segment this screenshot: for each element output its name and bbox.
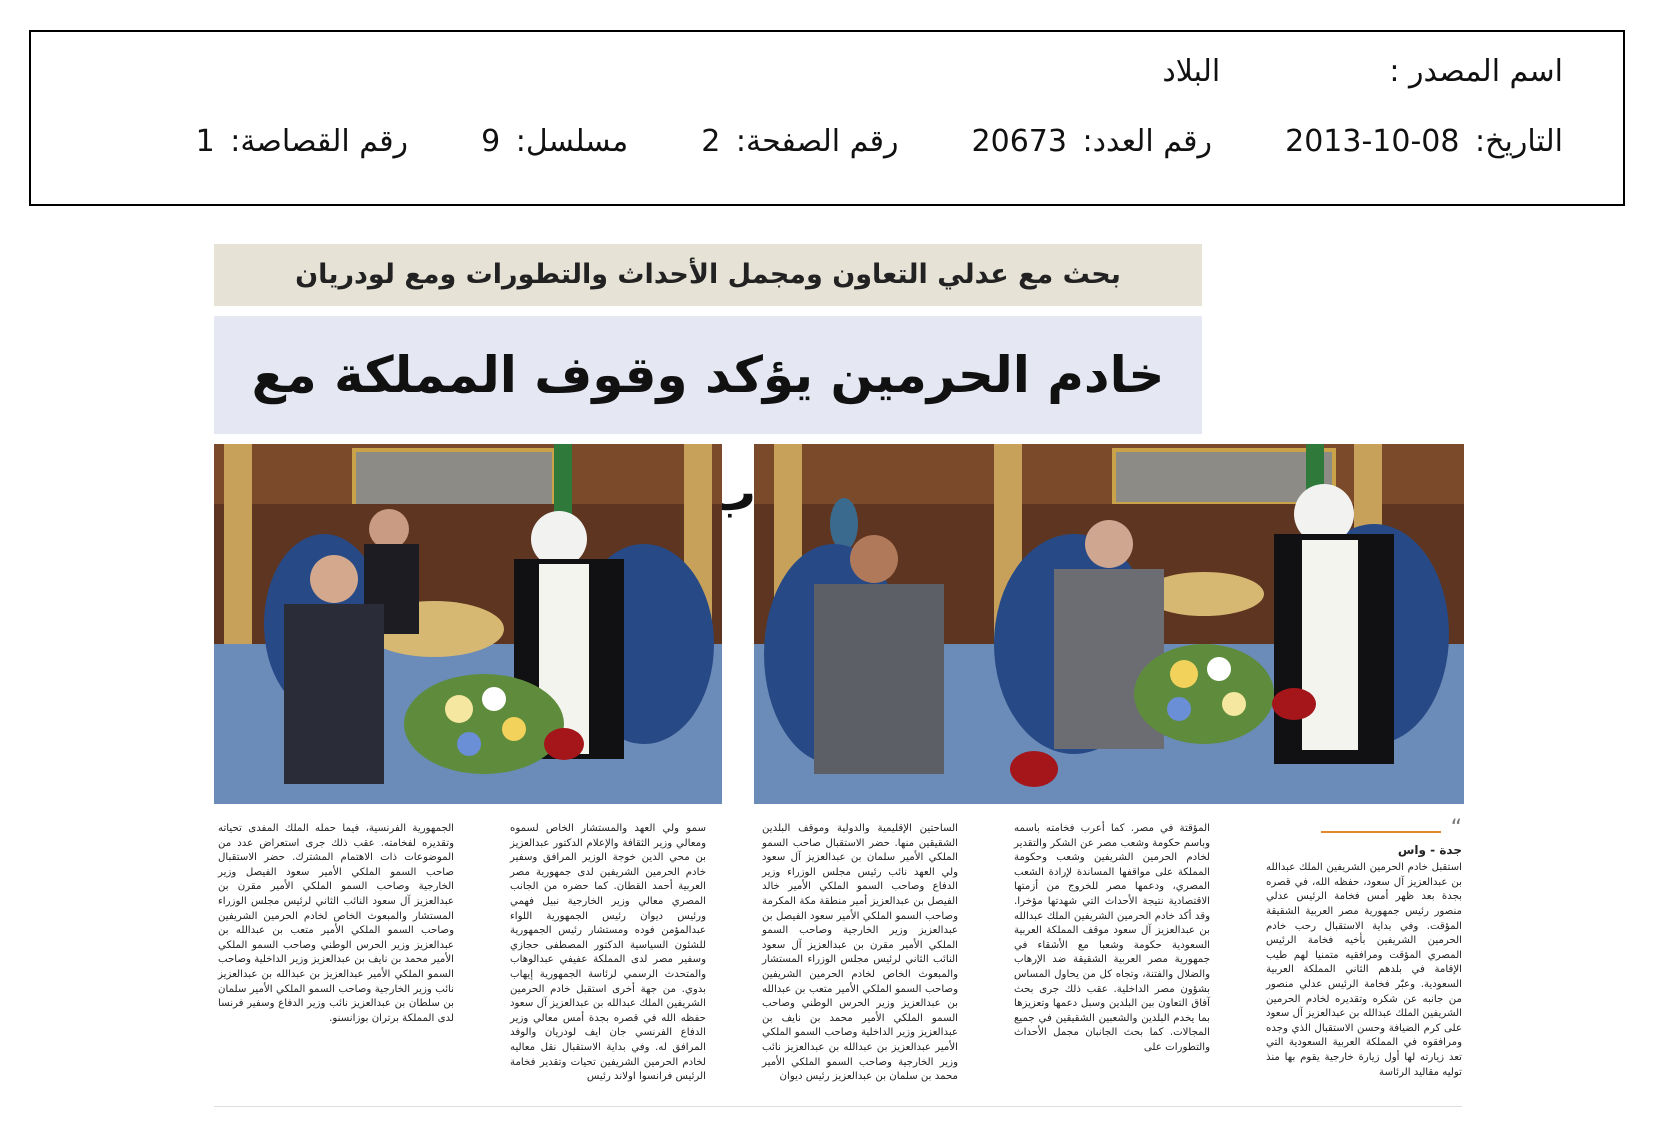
clip-label: رقم القصاصة: bbox=[230, 124, 409, 159]
newspaper-clipping bbox=[214, 244, 1462, 1114]
quote-mark: “ bbox=[1450, 816, 1462, 841]
article-column-4 bbox=[510, 822, 706, 1087]
source-row bbox=[1162, 54, 1563, 89]
page-value: 2 bbox=[701, 124, 721, 159]
column-text: سمو ولي العهد والمستشار الخاص لسموه ومعالي وزير الثقافة والإعلام الدكتور عبدالعزيز بن محي الدين خوجة الوزير المرافق وسفير خادم الحرمين الشريفين لدى جمهورية مصر العربية أحمد القطان. كما حضره من الجانب المصري معالي وزير الخارجية نبيل فهمي ورئيس ديوان رئيس الجمهورية اللواء عبدالمؤمن فوده ومستشار رئيس الجمهورية للشئون السياسية الدكتور المصطفى حجازي وسفير مصر لدى المملكة عفيفي عبدالوهاب والمتحدث الرسمي لرئاسة الجمهورية إيهاب بدوي. من جهة أخرى استقبل خادم الحرمين الشريفين الملك عبدالله بن عبدالعزيز آل سعود حفظه الله في قصره بجدة أمس معالي وزير الدفاع الفرنسي جان ايف لودريان والوفد المرافق له. وفي بداية الاستقبال نقل معاليه لخادم الحرمين الشريفين تحيات وتقدير فخامة الرئيس فرانسوا اولاند رئيس bbox=[510, 823, 706, 1083]
source-value: البلاد bbox=[1162, 54, 1221, 89]
article-column-3 bbox=[762, 822, 958, 1087]
article-column-1 bbox=[1266, 816, 1462, 1082]
serial-value: 9 bbox=[481, 124, 501, 159]
serial-label: مسلسل: bbox=[515, 124, 629, 159]
article-subheadline: بحث مع عدلي التعاون ومجمل الأحداث والتطورات ومع لودريان bbox=[214, 244, 1202, 306]
clipping-metadata-box bbox=[29, 30, 1625, 206]
photo-meeting-french-minister bbox=[214, 444, 722, 804]
date-value: 2013-10-08 bbox=[1285, 124, 1460, 159]
clip-value: 1 bbox=[195, 124, 215, 159]
date-label: التاريخ: bbox=[1475, 124, 1563, 159]
issue-value: 20673 bbox=[971, 124, 1067, 159]
issue-label: رقم العدد: bbox=[1082, 124, 1213, 159]
dateline: جدة - واس bbox=[1397, 842, 1462, 857]
page-label: رقم الصفحة: bbox=[735, 124, 899, 159]
photo-meeting-egyptian-president bbox=[754, 444, 1464, 804]
details-row bbox=[196, 124, 1563, 159]
accent-rule bbox=[1321, 831, 1441, 833]
article-column-5 bbox=[218, 822, 454, 1028]
article-headline: خادم الحرمين يؤكد وقوف المملكة مع bbox=[214, 316, 1202, 434]
column-text: المؤقتة في مصر. كما أعرب فخامته باسمه وباسم حكومة وشعب مصر عن الشكر والتقدير لخادم الحرمين الشريفين وشعب وحكومة المملكة على مواقفها المساندة لإرادة الشعب المصري، ودعمها مصر للخروج من أزمتها الاقتصادية نتيجة الأحداث التي شهدتها مؤخرا. وقد أكد خادم الحرمين الشريفين الملك عبدالله بن عبدالعزيز آل سعود موقف المملكة العربية السعودية حكومة وشعبا مع الأشقاء في جمهورية مصر العربية الشقيقة ضد الإرهاب والضلال والفتنة، وتجاه كل من يحاول المساس بشؤون مصر الداخلية. عقب ذلك جرى بحث آفاق التعاون بين البلدين وسبل دعمها وتعزيزها بما يخدم البلدين والشعبين الشقيقين في جميع المجالات. كما بحث الجانبان مجمل الأحداث والتطورات على bbox=[1014, 823, 1210, 1053]
article-body bbox=[214, 816, 1462, 1092]
column-text: استقبل خادم الحرمين الشريفين الملك عبدالله بن عبدالعزيز آل سعود، حفظه الله، في قصره بجدة بعد ظهر أمس فخامة الرئيس عدلي منصور رئيس جمهورية مصر العربية الشقيقة المؤقت. وفي بداية الاستقبال رحب خادم الحرمين الشريفين بأخيه فخامة الرئيس المصري المؤقت ومرافقيه متمنيا لهم طيب الإقامة في بلدهم الثاني المملكة العربية السعودية. وعبّر فخامة الرئيس عدلي منصور من جانبه عن شكره وتقديره لخادم الحرمين الشريفين الملك عبدالله بن عبدالعزيز آل سعود على كرم الضيافة وحسن الاستقبال الذي وجده ومرافقوه في المملكة العربية السعودية التي تعد زيارته لها أول زيارة خارجية يقوم بها منذ توليه مقاليد الرئاسة bbox=[1266, 862, 1462, 1078]
column-text: الساحتين الإقليمية والدولية وموقف البلدين الشقيقين منها. حضر الاستقبال صاحب السمو الملكي الأمير سلمان بن عبدالعزيز آل سعود ولي العهد نائب رئيس مجلس الوزراء وزير الدفاع وصاحب السمو الملكي الأمير خالد الفيصل بن عبدالعزيز أمير منطقة مكة المكرمة وصاحب السمو الملكي الأمير سعود الفيصل بن عبدالعزيز وزير الخارجية وصاحب السمو الملكي الأمير مقرن بن عبدالعزيز آل سعود النائب الثاني لرئيس مجلس الوزراء المستشار والمبعوث الخاص لخادم الحرمين الشريفين وصاحب السمو الملكي الأمير متعب بن عبدالله بن عبدالعزيز وزير الحرس الوطني وصاحب السمو الملكي الأمير محمد بن نايف بن عبدالعزيز وزير الداخلية وصاحب السمو الملكي الأمير عبدالعزيز بن عبدالله بن عبدالعزيز نائب وزير الخارجية وصاحب السمو الملكي الأمير محمد بن سلمان بن عبدالعزيز رئيس ديوان bbox=[762, 823, 958, 1083]
article-column-2 bbox=[1014, 822, 1210, 1058]
divider bbox=[214, 1106, 1462, 1107]
column-text: الجمهورية الفرنسية، فيما حمله الملك المفدى تحياته وتقديره لفخامته. عقب ذلك جرى استعراض عدد من الموضوعات ذات الاهتمام المشترك. حضر الاستقبال صاحب السمو الملكي الأمير سعود الفيصل وزير الخارجية وصاحب السمو الملكي الأمير مقرن بن عبدالعزيز آل سعود النائب الثاني لرئيس مجلس الوزراء المستشار والمبعوث الخاص لخادم الحرمين الشريفين وصاحب السمو الملكي الأمير متعب بن عبدالله بن عبدالعزيز وزير الحرس الوطني وصاحب السمو الملكي الأمير محمد بن نايف بن عبدالعزيز وزير الداخلية وصاحب السمو الملكي الأمير عبدالعزيز بن عبدالله بن عبدالعزيز نائب وزير الخارجية وصاحب السمو الملكي الأمير سلمان بن سلطان بن عبدالعزيز نائب وزير الدفاع وسفير فرنسا لدى المملكة برتران بوزانسنو. bbox=[218, 823, 454, 1024]
source-label: اسم المصدر : bbox=[1389, 54, 1563, 89]
